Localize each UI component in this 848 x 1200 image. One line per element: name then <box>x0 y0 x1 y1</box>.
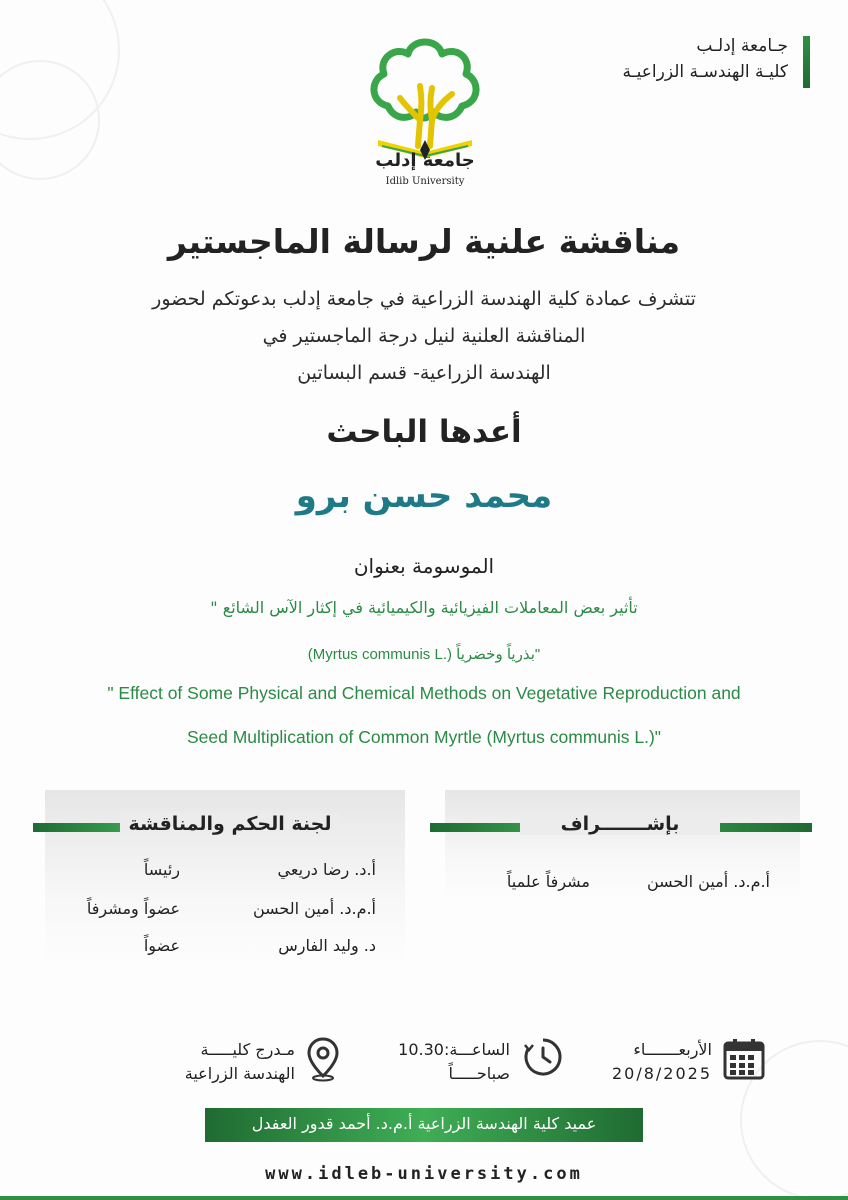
committee-member-name: أ.م.د. أمين الحسن <box>252 899 376 918</box>
logo-caption-arabic: جامعة إدلب <box>375 150 475 171</box>
event-venue-line1: مـدرج كليـــــة <box>200 1040 295 1059</box>
intro-line: تتشرف عمادة كلية الهندسة الزراعية في جامعة إدلب بدعوتكم لحضور <box>152 288 696 310</box>
committee-member-name: أ.د. رضا دريعي <box>277 860 376 879</box>
location-pin-icon <box>305 1036 341 1082</box>
intro-line: المناقشة العلنية لنيل درجة الماجستير في <box>262 325 586 347</box>
clock-icon <box>522 1036 564 1078</box>
event-date: 20/8/2025 <box>611 1064 712 1083</box>
university-header <box>510 36 810 88</box>
header-accent-bar <box>803 36 810 88</box>
thesis-title-english-line1: " Effect of Some Physical and Chemical Methods on Vegetative Reproduction and <box>107 683 741 703</box>
supervision-heading: بإشـــــــراف <box>520 813 720 835</box>
calendar-icon <box>722 1037 766 1081</box>
university-name: جـامعة إدلـب <box>696 36 788 56</box>
thesis-title-arabic-line2: "بذرياً وخضرياً (.Myrtus communis L) <box>307 646 541 663</box>
logo-caption-english: Idlib University <box>385 176 465 187</box>
event-venue-line2: الهندسة الزراعية <box>184 1064 295 1083</box>
committee-member-role: رئيساً <box>143 860 180 879</box>
thesis-title-arabic-line1: تأثير بعض المعاملات الفيزيائية والكيميائية في إكثار الآس الشائع " <box>210 598 638 617</box>
supervisor-name: أ.م.د. أمين الحسن <box>646 872 770 891</box>
thesis-title-english-line2: Seed Multiplication of Common Myrtle (Myrtus communis L.)" <box>187 727 661 747</box>
committee-member-role: عضواً ومشرفاً <box>86 899 180 918</box>
committee-member-name: د. وليد الفارس <box>278 936 376 955</box>
supervisor-role: مشرفاً علمياً <box>506 872 590 891</box>
committee-heading: لجنة الحكم والمناقشة <box>120 813 340 835</box>
intro-line: الهندسة الزراعية- قسم البساتين <box>297 362 551 384</box>
researcher-name: محمد حسن برو <box>295 476 553 516</box>
prepared-by-label: أعدها الباحث <box>326 414 522 450</box>
titled-label: الموسومة بعنوان <box>353 554 495 578</box>
faculty-name: كليـة الهندسـة الزراعيـة <box>622 62 788 82</box>
page-title: مناقشة علنية لرسالة الماجستير <box>167 222 681 261</box>
bottom-accent-line <box>0 1196 848 1200</box>
dean-name: عميد كلية الهندسة الزراعية أ.م.د. أحمد قدور العفدل <box>251 1114 597 1133</box>
website-link[interactable]: www.idleb-university.com <box>265 1164 583 1184</box>
event-day: الأربعـــــــاء <box>633 1040 712 1059</box>
committee-member-role: عضواً <box>143 936 180 955</box>
university-logo <box>360 28 490 198</box>
event-time: الساعـــة:10.30 <box>398 1040 510 1059</box>
event-time-period: صباحـــــاً <box>448 1064 510 1083</box>
